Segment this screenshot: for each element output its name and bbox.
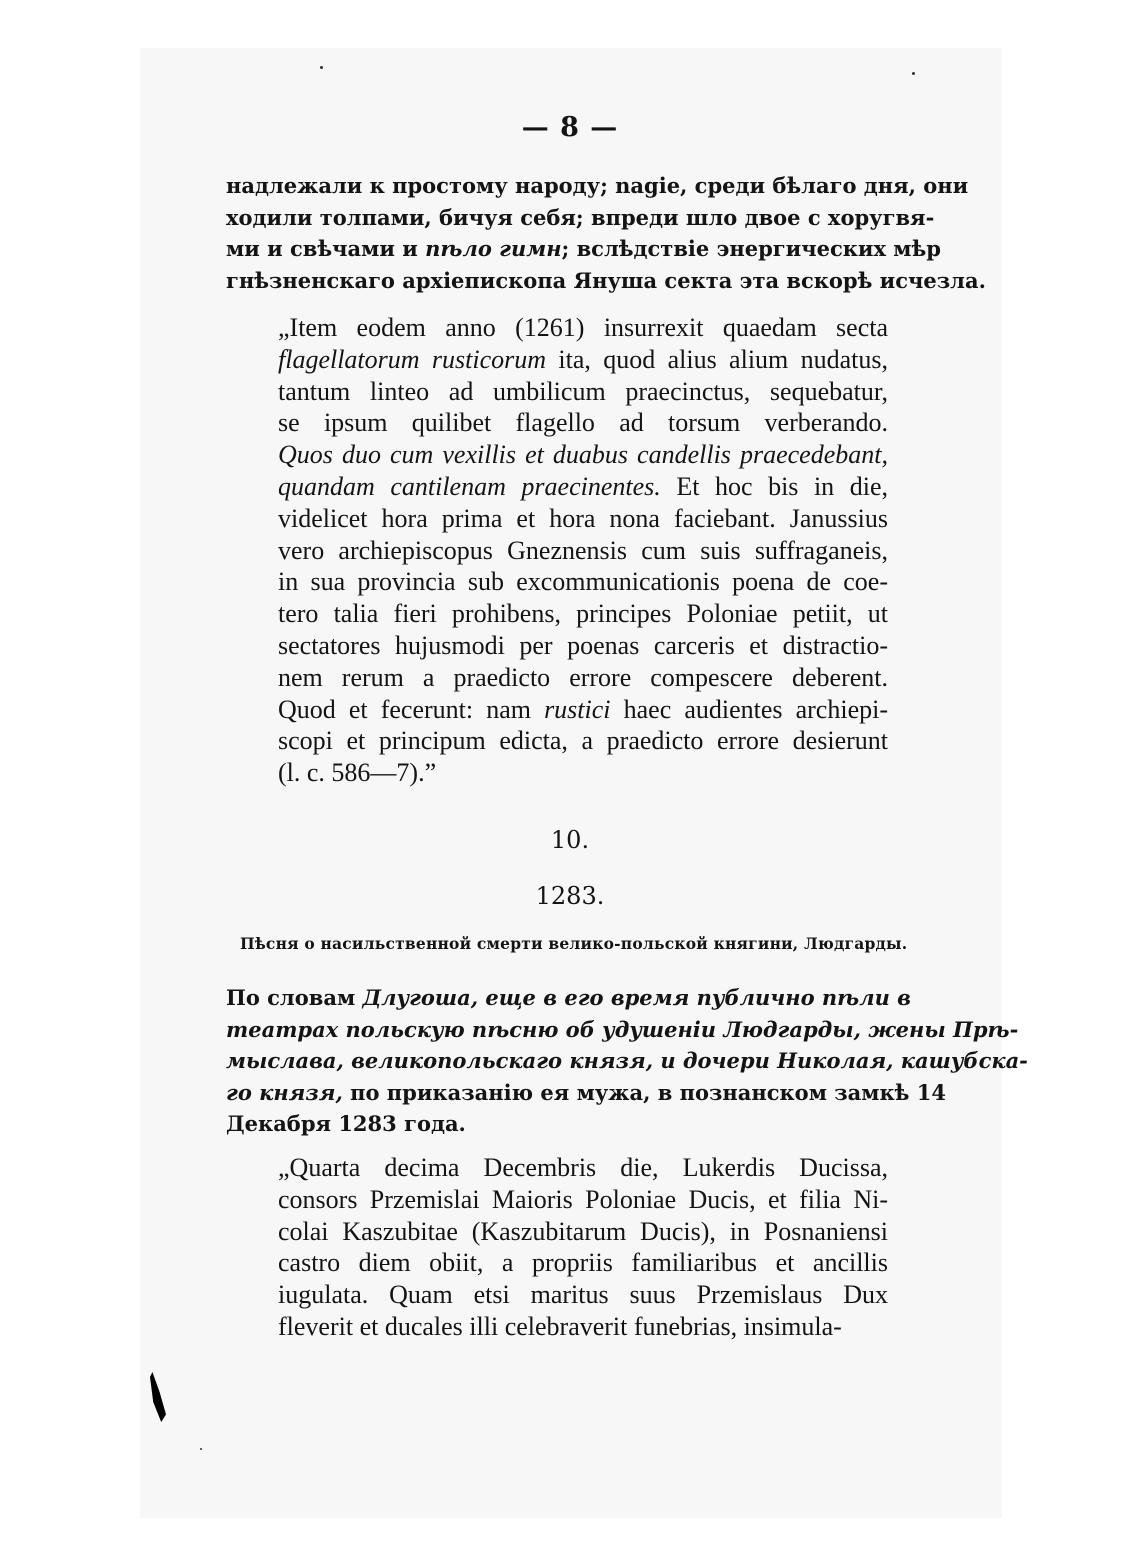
text-run: Quod et fecerunt: nam bbox=[278, 694, 545, 724]
text-line bbox=[278, 566, 888, 598]
text-run: scopi et principum edicta, a praedicto errore desierunt bbox=[278, 726, 888, 756]
text-line bbox=[226, 1045, 1028, 1077]
text-line bbox=[278, 503, 888, 535]
text-run: (l. c. 586—7).” bbox=[278, 758, 437, 788]
italic-text: театрах польскую пѣсню об удушенiи Людгарды, жены Прѣ- bbox=[226, 1016, 1019, 1042]
text-line bbox=[278, 471, 888, 503]
text-line bbox=[226, 1108, 886, 1140]
text-run: castro diem obiit, a propriis familiaribus et ancillis bbox=[278, 1248, 888, 1278]
text-line bbox=[278, 344, 888, 376]
intro-paragraph-2 bbox=[226, 982, 1028, 1140]
section-number: 10. bbox=[550, 826, 590, 854]
italic-text: го князя, bbox=[226, 1079, 343, 1105]
text-run: ходили толпами, бичуя себя; впреди шло двое с хоругвя- bbox=[226, 204, 935, 230]
text-line bbox=[278, 1279, 888, 1311]
scan-speck bbox=[912, 72, 915, 75]
text-run: ; вслѣдствie энергических мѣр bbox=[561, 236, 941, 261]
text-run: se ipsum quilibet flagello ad torsum verberando. bbox=[278, 408, 888, 438]
text-run: colai Kaszubitae (Kaszubitarum Ducis), in Posnaniensi bbox=[278, 1216, 888, 1246]
text-line bbox=[278, 312, 888, 344]
text-run: ми и свѣчами и bbox=[226, 236, 426, 261]
italic-text: Длугоша, еще в его время публично пѣли в bbox=[362, 985, 911, 1010]
section-title: Пѣсня о насильственной смерти велико-польской княгини, Людгарды. bbox=[240, 934, 908, 953]
text-run: sectatores hujusmodi per poenas carceris et distractio- bbox=[278, 630, 888, 660]
text-run: vero archiepiscopus Gneznensis cum suis suffraganeis, bbox=[278, 535, 888, 565]
text-run: videlicet hora prima et hora nona faciebant. Janussius bbox=[278, 503, 888, 533]
text-run: „Item eodem anno (1261) insurrexit quaedam secta bbox=[278, 313, 888, 342]
text-line bbox=[278, 376, 888, 408]
latin-quote-2 bbox=[278, 1152, 888, 1343]
text-run: consors Przemislai Maioris Poloniae Ducis, et filia Ni- bbox=[278, 1184, 888, 1214]
italic-text: Quos duo cum vexillis et duabus candellis praecedebant, bbox=[278, 440, 888, 470]
text-run: haec audientes archiepi- bbox=[610, 694, 888, 724]
text-line bbox=[226, 1014, 1019, 1046]
text-run: tero talia fieri prohibens, principes Poloniae petiit, ut bbox=[278, 599, 888, 629]
text-run: nem rerum a praedicto errore compescere deberent. bbox=[278, 662, 888, 692]
text-line bbox=[278, 1184, 888, 1216]
text-line bbox=[278, 757, 888, 789]
text-line bbox=[226, 265, 986, 297]
text-run: in sua provincia sub excommunicationis poena de coe- bbox=[278, 567, 888, 597]
text-line bbox=[278, 662, 888, 694]
text-line bbox=[226, 202, 935, 234]
page-number: — 8 — bbox=[521, 112, 619, 143]
text-line bbox=[278, 407, 888, 439]
italic-text: quandam cantilenam praecinentes. bbox=[278, 471, 661, 501]
text-line bbox=[278, 1247, 888, 1279]
section-year: 1283. bbox=[535, 882, 605, 910]
text-run: „Quarta decima Decembris die, Lukerdis Ducissa, bbox=[278, 1153, 888, 1182]
text-line bbox=[278, 439, 888, 471]
text-run: fleverit et ducales illi celebraverit funebrias, insimula- bbox=[278, 1311, 842, 1341]
intro-paragraph bbox=[226, 170, 986, 296]
text-line bbox=[278, 598, 888, 630]
text-line bbox=[278, 1216, 888, 1248]
text-run: iugulata. Quam etsi maritus suus Przemislaus Dux bbox=[278, 1280, 888, 1310]
text-line bbox=[226, 170, 969, 202]
text-line bbox=[226, 233, 941, 265]
text-line bbox=[278, 694, 888, 726]
italic-text: мыслава, великопольскаго князя, и дочери Николая, кашубска- bbox=[226, 1048, 1028, 1073]
text-line bbox=[278, 1311, 888, 1343]
italic-text: rustici bbox=[544, 694, 611, 724]
text-run: tantum linteo ad umbilicum praecinctus, sequebatur, bbox=[278, 376, 888, 406]
text-line bbox=[278, 630, 888, 662]
text-line bbox=[226, 982, 911, 1014]
text-line bbox=[226, 1077, 946, 1109]
italic-text: flagellatorum rusticorum bbox=[278, 344, 547, 374]
latin-quote-1 bbox=[278, 312, 888, 789]
scan-speck bbox=[200, 1448, 202, 1450]
text-line bbox=[278, 535, 888, 567]
text-run: По словам bbox=[226, 985, 363, 1010]
scan-speck bbox=[320, 66, 323, 69]
text-run: по приказанiю ея мужа, в познанском замкѣ 14 bbox=[342, 1079, 946, 1105]
text-line bbox=[278, 725, 888, 757]
text-line bbox=[278, 1152, 888, 1184]
text-run: Et hoc bis in die, bbox=[660, 471, 888, 501]
italic-text: пѣло гимн bbox=[425, 236, 562, 261]
text-run: гнѣзненскаго архiепископа Януша секта эта вскорѣ исчезла. bbox=[226, 267, 986, 293]
text-run: Декабря 1283 года. bbox=[226, 1111, 466, 1136]
text-run: надлежали к простому народу; nagie, среди бѣлаго дня, они bbox=[226, 173, 969, 198]
text-run: ita, quod alius alium nudatus, bbox=[546, 344, 889, 374]
